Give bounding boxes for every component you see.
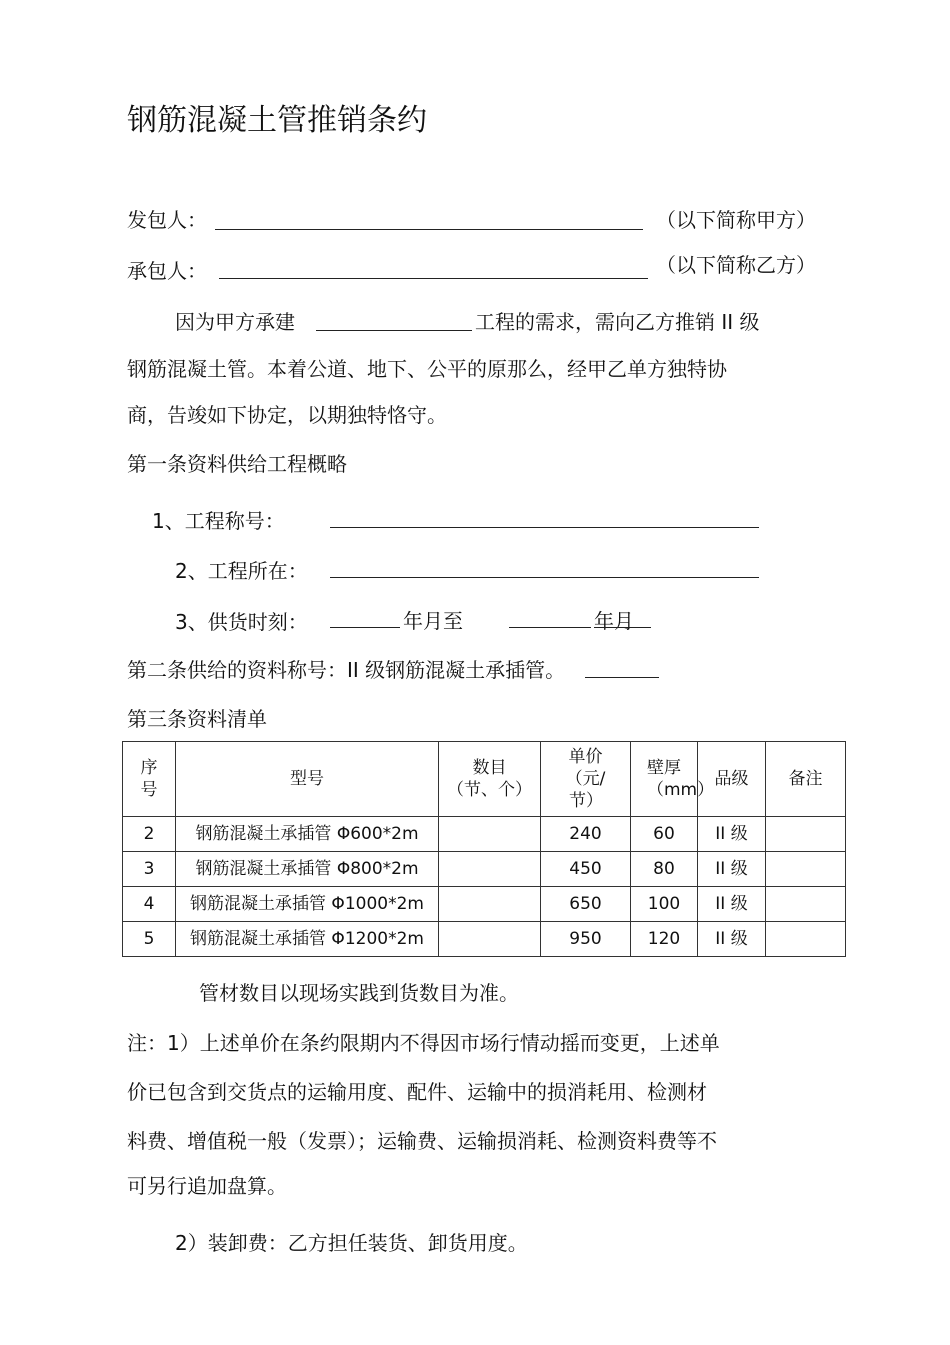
- end-date-trailing-line: [594, 627, 651, 628]
- cell-seq: 2: [123, 817, 176, 852]
- party-a-note: （以下简称甲方）: [656, 208, 816, 232]
- col-thickness-header: [631, 742, 715, 817]
- cell-grade: II 级: [698, 852, 766, 887]
- end-date-blank-line: [509, 627, 591, 628]
- article1-item3-mid: 年月至: [403, 609, 463, 633]
- intro-line2: 钢筋混凝土管。本着公道、地下、公平的原那么，经甲乙单方独特协: [127, 357, 727, 381]
- cell-model: 钢筋混凝土承插管 Φ600*2m: [176, 817, 439, 852]
- party-b-label: 承包人：: [127, 259, 207, 283]
- article3-heading: 第三条资料清单: [127, 707, 267, 731]
- cell-qty: [439, 922, 541, 957]
- table-row: [123, 922, 846, 957]
- project-name-blank-line: [330, 527, 759, 528]
- cell-thickness: 120: [631, 922, 698, 957]
- cell-qty: [439, 817, 541, 852]
- intro-part1: 因为甲方承建: [175, 310, 295, 334]
- material-table: [122, 741, 846, 957]
- col-remark-header: [766, 742, 846, 817]
- table-row: [123, 817, 846, 852]
- cell-price: 240: [541, 817, 631, 852]
- project-location-blank-line: [330, 577, 759, 578]
- article1-item1: 1、工程称号：: [152, 509, 285, 533]
- cell-remark: [766, 852, 846, 887]
- cell-qty: [439, 852, 541, 887]
- cell-remark: [766, 817, 846, 852]
- article1-heading: 第一条资料供给工程概略: [127, 452, 347, 476]
- note1-line2: 价已包含到交货点的运输用度、配件、运输中的损消耗用、检测材: [127, 1080, 707, 1104]
- col-model-label: 型号: [290, 769, 324, 789]
- col-price-header: [541, 742, 631, 817]
- col-qty-unit: （节、个）: [447, 780, 532, 800]
- col-thickness-label: 壁厚: [647, 758, 681, 778]
- cell-thickness: 80: [631, 852, 698, 887]
- note1-line4: 可另行追加盘算。: [127, 1174, 287, 1198]
- col-remark-label: 备注: [788, 769, 823, 789]
- article1-item2: 2、工程所在：: [175, 559, 308, 583]
- cell-remark: [766, 887, 846, 922]
- article1-item3-end: 年月: [594, 609, 634, 633]
- table-header-row: [123, 742, 846, 817]
- col-price-label: 单价: [568, 747, 603, 767]
- note1-line1: 注：1）上述单价在条约限期内不得因市场行情动摇而变更，上述单: [127, 1031, 720, 1055]
- table-row: [123, 852, 846, 887]
- col-price-unit-2: 节）: [569, 791, 603, 811]
- cell-model: 钢筋混凝土承插管 Φ800*2m: [176, 852, 439, 887]
- cell-model: 钢筋混凝土承插管 Φ1000*2m: [176, 887, 439, 922]
- col-seq-header: [123, 742, 176, 817]
- cell-thickness: 100: [631, 887, 698, 922]
- article1-item3-label: 3、供货时刻：: [175, 610, 308, 634]
- note1-line3: 料费、增值税一般（发票）；运输费、运输损消耗、检测资料费等不: [127, 1129, 717, 1153]
- cell-price: 650: [541, 887, 631, 922]
- table-row: [123, 887, 846, 922]
- table-footnote: 管材数目以现场实践到货数目为准。: [199, 981, 519, 1005]
- cell-remark: [766, 922, 846, 957]
- intro-line3: 商，告竣如下协定，以期独特恪守。: [127, 403, 447, 427]
- col-seq-label: 序号: [140, 758, 158, 800]
- col-thickness-unit: （mm）: [647, 780, 715, 800]
- col-grade-label: 品级: [714, 769, 749, 789]
- col-price-unit-1: （元/: [565, 769, 606, 789]
- cell-price: 950: [541, 922, 631, 957]
- col-model-header: [176, 742, 439, 817]
- party-a-blank-line: [215, 229, 643, 230]
- document-title: 钢筋混凝土管推销条约: [127, 103, 427, 138]
- col-qty-header: [439, 742, 541, 817]
- cell-qty: [439, 887, 541, 922]
- cell-grade: II 级: [698, 922, 766, 957]
- cell-model: 钢筋混凝土承插管 Φ1200*2m: [176, 922, 439, 957]
- cell-thickness: 60: [631, 817, 698, 852]
- cell-grade: II 级: [698, 817, 766, 852]
- cell-seq: 4: [123, 887, 176, 922]
- party-b-blank-line: [219, 278, 648, 279]
- cell-grade: II 级: [698, 887, 766, 922]
- project-blank-line: [316, 330, 472, 331]
- intro-part2: 工程的需求，需向乙方推销 II 级: [475, 310, 760, 334]
- article2-text: 第二条供给的资料称号：II 级钢筋混凝土承插管。: [127, 658, 566, 682]
- col-grade-header: [698, 742, 766, 817]
- party-b-note: （以下简称乙方）: [656, 253, 816, 277]
- start-date-blank-line: [330, 627, 400, 628]
- party-a-label: 发包人：: [127, 208, 207, 232]
- article2-blank-line: [585, 677, 659, 678]
- cell-seq: 3: [123, 852, 176, 887]
- cell-seq: 5: [123, 922, 176, 957]
- cell-price: 450: [541, 852, 631, 887]
- col-qty-label: 数目: [472, 758, 507, 778]
- note2: 2）装卸费：乙方担任装货、卸货用度。: [175, 1231, 528, 1255]
